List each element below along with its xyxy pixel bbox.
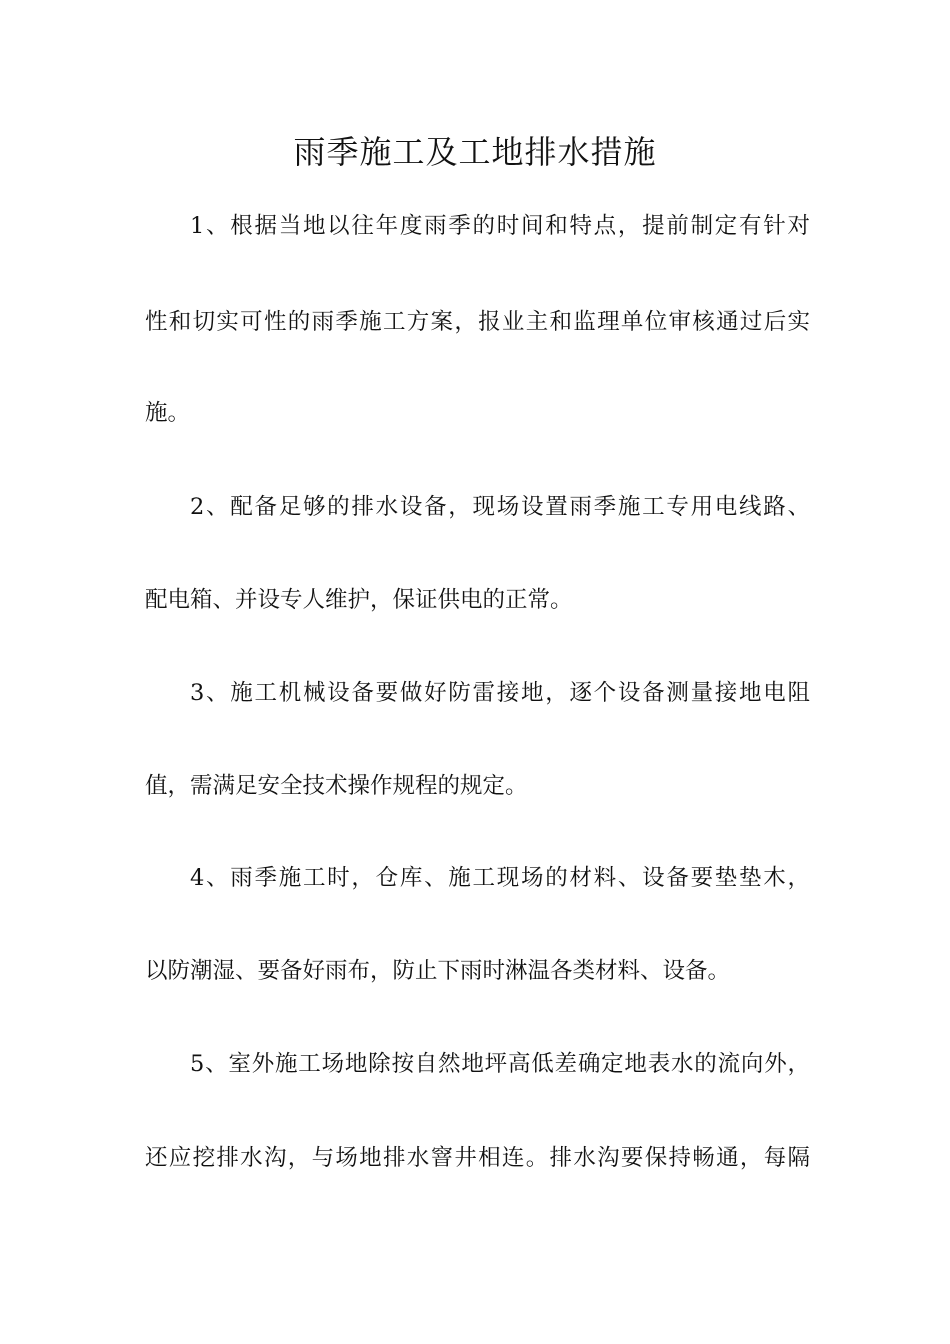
paragraph-2-line-2: 配电箱、并设专人维护，保证供电的正常。 xyxy=(145,587,573,613)
paragraph-4-line-2: 以防潮湿、要备好雨布，防止下雨时淋温各类材料、设备。 xyxy=(145,958,731,984)
paragraph-1-line-3: 施。 xyxy=(145,400,191,426)
paragraph-3-line-2: 值，需满足安全技术操作规程的规定。 xyxy=(145,773,528,799)
paragraph-3-line-1: 3、施工机械设备要做好防雷接地，逐个设备测量接地电阻 xyxy=(190,680,810,706)
paragraph-2-line-1: 2、配备足够的排水设备，现场设置雨季施工专用电线路、 xyxy=(190,494,810,520)
paragraph-1-line-1: 1、根据当地以往年度雨季的时间和特点，提前制定有针对 xyxy=(190,213,810,239)
paragraph-5-line-2: 还应挖排水沟，与场地排水窨井相连。排水沟要保持畅通，每隔 xyxy=(145,1145,810,1171)
paragraph-5-line-1: 5、室外施工场地除按自然地坪高低差确定地表水的流向外， xyxy=(190,1051,810,1077)
paragraph-1-line-2: 性和切实可性的雨季施工方案，报业主和监理单位审核通过后实 xyxy=(145,309,810,335)
paragraph-4-line-1: 4、雨季施工时，仓库、施工现场的材料、设备要垫垫木， xyxy=(190,865,810,891)
document-title: 雨季施工及工地排水措施 xyxy=(293,133,657,171)
